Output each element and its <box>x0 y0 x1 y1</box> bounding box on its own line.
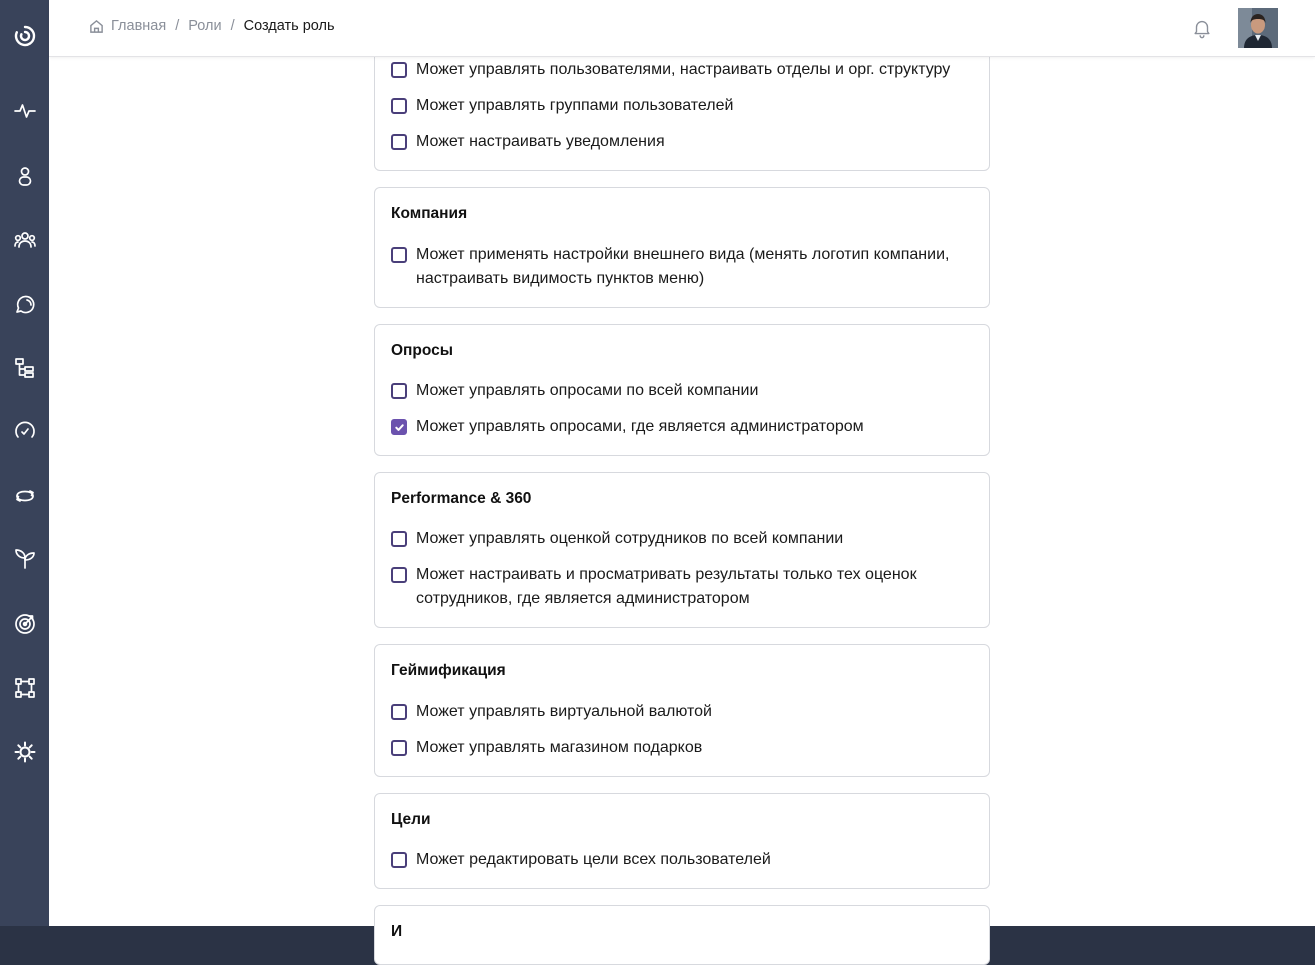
permission-group-next <box>374 905 990 965</box>
user-icon[interactable] <box>12 163 38 189</box>
permission-label: Может применять настройки внешнего вида (менять логотип компании, настраивать видимость пунктов меню) <box>416 246 950 287</box>
permission-group-goals <box>374 793 990 889</box>
header <box>49 0 1315 57</box>
permission-checkbox[interactable] <box>391 736 977 760</box>
chat-icon[interactable] <box>12 291 38 317</box>
group-title: Performance & 360 <box>391 490 532 507</box>
permission-group-performance <box>374 472 990 628</box>
settings-icon[interactable] <box>12 739 38 765</box>
permission-group-company <box>374 187 990 308</box>
permission-group-users <box>374 47 990 171</box>
team-icon[interactable] <box>12 227 38 253</box>
breadcrumb-separator: / <box>175 18 180 34</box>
group-title: Компания <box>391 205 468 222</box>
org-structure-icon[interactable] <box>12 355 38 381</box>
check-icon <box>394 422 405 433</box>
checkbox[interactable] <box>391 98 407 114</box>
permission-label: Может управлять виртуальной валютой <box>416 703 712 720</box>
permission-label: Может управлять пользователями, настраивать отделы и орг. структуру <box>416 61 951 78</box>
permission-checkbox[interactable] <box>391 58 977 82</box>
checkbox[interactable] <box>391 247 407 263</box>
breadcrumb-roles[interactable]: Роли <box>188 18 222 34</box>
checkbox[interactable] <box>391 383 407 399</box>
checkbox[interactable] <box>391 740 407 756</box>
permission-checkbox[interactable] <box>391 94 977 118</box>
breadcrumb <box>89 18 335 34</box>
checkbox[interactable] <box>391 62 407 78</box>
permission-group-surveys <box>374 324 990 456</box>
breadcrumb-current: Создать роль <box>243 18 335 34</box>
checkbox-checked[interactable] <box>391 419 407 435</box>
permission-label: Может управлять опросами по всей компании <box>416 382 759 399</box>
group-title: Цели <box>391 811 431 828</box>
checkbox[interactable] <box>391 852 407 868</box>
permission-label: Может управлять опросами, где является администратором <box>416 418 864 435</box>
permission-label: Может управлять оценкой сотрудников по всей компании <box>416 530 844 547</box>
gauge-icon[interactable] <box>12 418 38 444</box>
breadcrumb-home[interactable]: Главная <box>111 18 167 34</box>
permission-label: Может управлять группами пользователей <box>416 97 734 114</box>
group-title: И <box>391 923 403 940</box>
checkbox[interactable] <box>391 134 407 150</box>
sidebar <box>0 0 49 926</box>
permission-group-gamification <box>374 644 990 777</box>
cycle-icon[interactable] <box>12 483 38 509</box>
breadcrumb-separator: / <box>230 18 235 34</box>
permission-label: Может редактировать цели всех пользователей <box>416 851 771 868</box>
sprout-icon[interactable] <box>12 546 38 572</box>
target-icon[interactable] <box>12 611 38 637</box>
main-area <box>49 0 1315 940</box>
permission-label: Может настраивать уведомления <box>416 133 665 150</box>
checkbox[interactable] <box>391 531 407 547</box>
permission-label: Может управлять магазином подарков <box>416 739 703 756</box>
permission-checkbox[interactable] <box>391 415 977 439</box>
permission-checkbox[interactable] <box>391 243 977 291</box>
avatar[interactable] <box>1238 8 1278 48</box>
permission-checkbox[interactable] <box>391 848 977 872</box>
permission-checkbox[interactable] <box>391 527 977 551</box>
checkbox[interactable] <box>391 704 407 720</box>
permission-checkbox[interactable] <box>391 700 977 724</box>
permission-checkbox[interactable] <box>391 379 977 403</box>
content <box>49 57 1315 940</box>
group-title: Геймификация <box>391 662 506 679</box>
workflow-icon[interactable] <box>12 675 38 701</box>
bell-icon[interactable] <box>1191 17 1213 39</box>
permission-checkbox[interactable] <box>391 130 977 154</box>
activity-icon[interactable] <box>12 98 38 124</box>
checkbox[interactable] <box>391 567 407 583</box>
permission-checkbox[interactable] <box>391 563 977 611</box>
logo-icon[interactable] <box>12 23 38 49</box>
group-title: Опросы <box>391 342 454 359</box>
home-icon[interactable] <box>89 19 104 34</box>
permission-label: Может настраивать и просматривать результаты только тех оценок сотрудников, где является администратором <box>416 566 917 607</box>
